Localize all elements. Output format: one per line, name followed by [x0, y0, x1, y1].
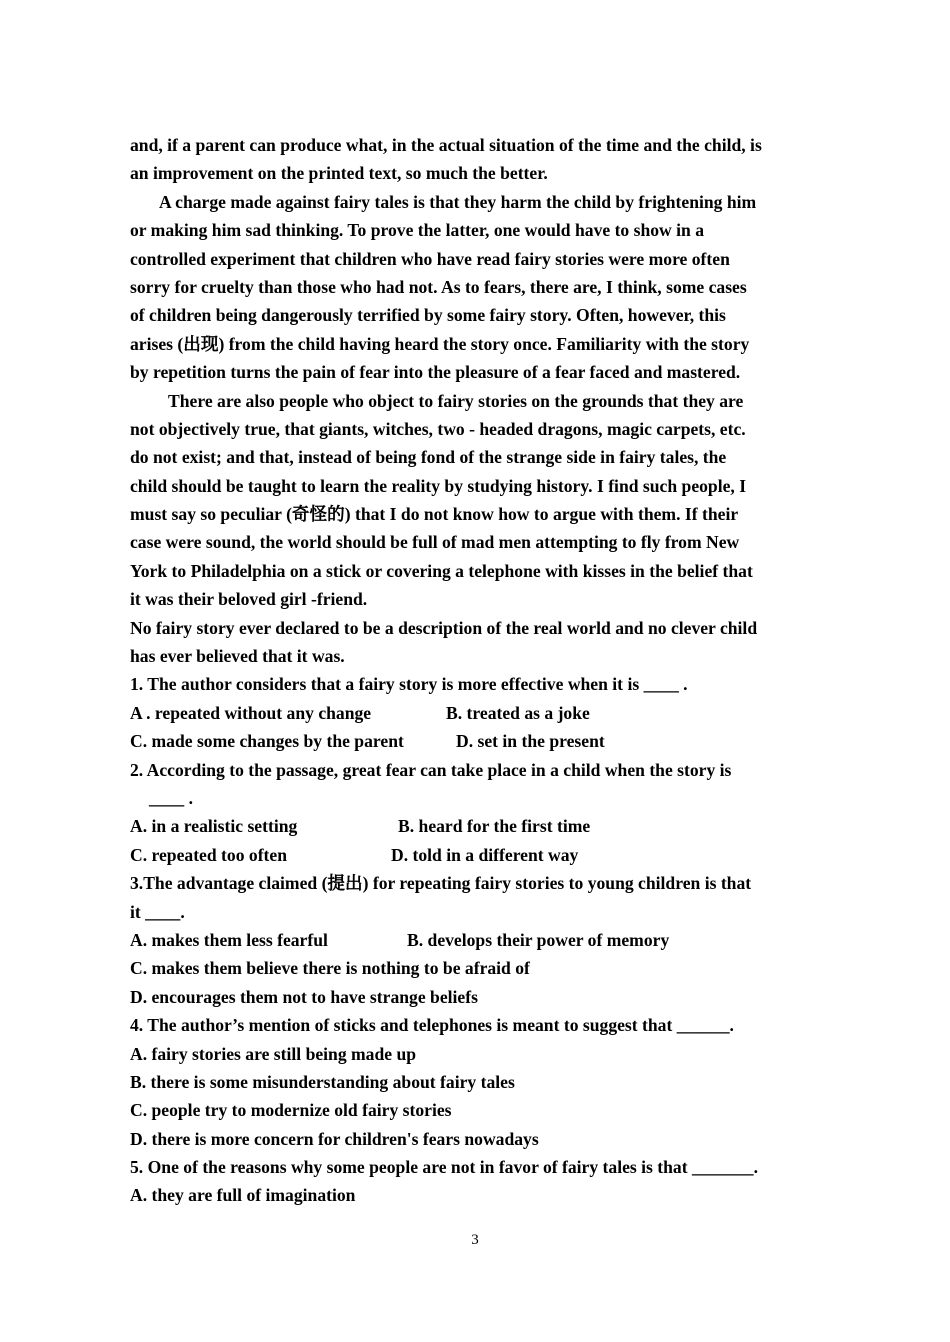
text-line — [130, 1096, 820, 1124]
text-line — [130, 727, 820, 755]
line-text: not objectively true, that giants, witches, two - headed dragons, magic carpets, etc. — [130, 418, 746, 439]
line-text: 4. The author’s mention of sticks and telephones is meant to suggest that ______. — [130, 1015, 734, 1036]
text-line — [130, 898, 820, 926]
line-text: by repetition turns the pain of fear into the pleasure of a fear faced and mastered. — [130, 362, 741, 383]
text-line — [130, 358, 820, 386]
second-option-text: D. told in a different way — [391, 844, 579, 865]
line-text: A. they are full of imagination — [130, 1185, 356, 1206]
line-text: B. there is some misunderstanding about fairy tales — [130, 1071, 515, 1092]
line-text: child should be taught to learn the reality by studying history. I find such people, I — [130, 475, 747, 496]
line-text: do not exist; and that, instead of being fond of the strange side in fairy tales, the — [130, 447, 727, 468]
line-text: No fairy story ever declared to be a description of the real world and no clever child — [130, 617, 758, 638]
line-text: A charge made against fairy tales is that they harm the child by frightening him — [159, 191, 757, 212]
line-text: A. fairy stories are still being made up — [130, 1043, 417, 1064]
second-option-text: D. set in the present — [456, 731, 605, 752]
text-line — [130, 443, 820, 471]
text-line — [130, 472, 820, 500]
line-text: and, if a parent can produce what, in the actual situation of the time and the child, is — [130, 135, 762, 155]
line-text: York to Philadelphia on a stick or covering a telephone with kisses in the belief that — [130, 560, 753, 581]
text-line — [130, 1011, 820, 1039]
line-text: 1. The author considers that a fairy story is more effective when it is ____ . — [130, 674, 688, 695]
text-line — [130, 557, 820, 585]
text-line — [130, 841, 820, 869]
text-line — [130, 1181, 820, 1209]
text-line — [130, 869, 820, 897]
text-line — [130, 954, 820, 982]
line-text: 3.The advantage claimed (提出) for repeating fairy stories to young children is that — [130, 873, 752, 894]
text-line — [130, 1040, 820, 1068]
line-text: D. there is more concern for children's fears nowadays — [130, 1128, 539, 1149]
text-line — [130, 500, 820, 528]
text-line — [130, 131, 820, 159]
text-line — [130, 216, 820, 244]
text-line — [130, 670, 820, 698]
line-text: 5. One of the reasons why some people are not in favor of fairy tales is that _______. — [130, 1157, 758, 1178]
line-text: or making him sad thinking. To prove the latter, one would have to show in a — [130, 220, 705, 241]
line-text: has ever believed that it was. — [130, 646, 345, 667]
text-line — [130, 1125, 820, 1153]
text-line — [130, 1153, 820, 1181]
line-text: 2. According to the passage, great fear can take place in a child when the story is — [130, 759, 732, 780]
page-number: 3 — [471, 1232, 479, 1248]
line-text: arises (出现) from the child having heard the story once. Familiarity with the story — [130, 333, 750, 354]
text-line — [130, 188, 820, 216]
line-text: A. in a realistic setting — [130, 816, 298, 837]
text-line — [130, 784, 820, 812]
line-text: A. makes them less fearful — [130, 929, 328, 950]
line-text: There are also people who object to fairy stories on the grounds that they are — [168, 390, 744, 411]
line-text: C. made some changes by the parent — [130, 731, 404, 752]
text-line — [130, 614, 820, 642]
text-line — [130, 1068, 820, 1096]
text-line — [130, 330, 820, 358]
line-text: C. makes them believe there is nothing to be afraid of — [130, 958, 530, 979]
line-text: controlled experiment that children who have read fairy stories were more often — [130, 248, 730, 269]
text-line — [130, 301, 820, 329]
text-line — [130, 415, 820, 443]
text-line — [130, 812, 820, 840]
document-body — [130, 131, 820, 1210]
line-text: ____ . — [149, 787, 193, 808]
second-option-text: B. develops their power of memory — [407, 929, 670, 950]
line-text: C. people try to modernize old fairy stories — [130, 1100, 452, 1121]
second-option-text: B. heard for the first time — [398, 816, 591, 837]
text-line — [130, 983, 820, 1011]
line-text: C. repeated too often — [130, 844, 288, 865]
line-text: must say so peculiar (奇怪的) that I do not know how to argue with them. If their — [130, 504, 739, 525]
text-line — [130, 926, 820, 954]
text-line — [130, 756, 820, 784]
text-line — [130, 245, 820, 273]
text-line — [130, 528, 820, 556]
line-text: an improvement on the printed text, so much the better. — [130, 163, 548, 184]
line-text: A . repeated without any change — [130, 702, 372, 723]
line-text: case were sound, the world should be full of mad men attempting to fly from New — [130, 532, 740, 553]
line-text: it was their beloved girl -friend. — [130, 589, 368, 610]
second-option-text: B. treated as a joke — [446, 702, 590, 723]
text-line — [130, 585, 820, 613]
line-text: it ____. — [130, 901, 185, 922]
text-line — [130, 387, 820, 415]
text-line — [130, 699, 820, 727]
text-line — [130, 642, 820, 670]
text-line — [130, 273, 820, 301]
text-line — [130, 159, 820, 187]
line-text: D. encourages them not to have strange beliefs — [130, 986, 478, 1007]
line-text: sorry for cruelty than those who had not. As to fears, there are, I think, some cases — [130, 276, 747, 297]
line-text: of children being dangerously terrified by some fairy story. Often, however, this — [130, 305, 726, 326]
